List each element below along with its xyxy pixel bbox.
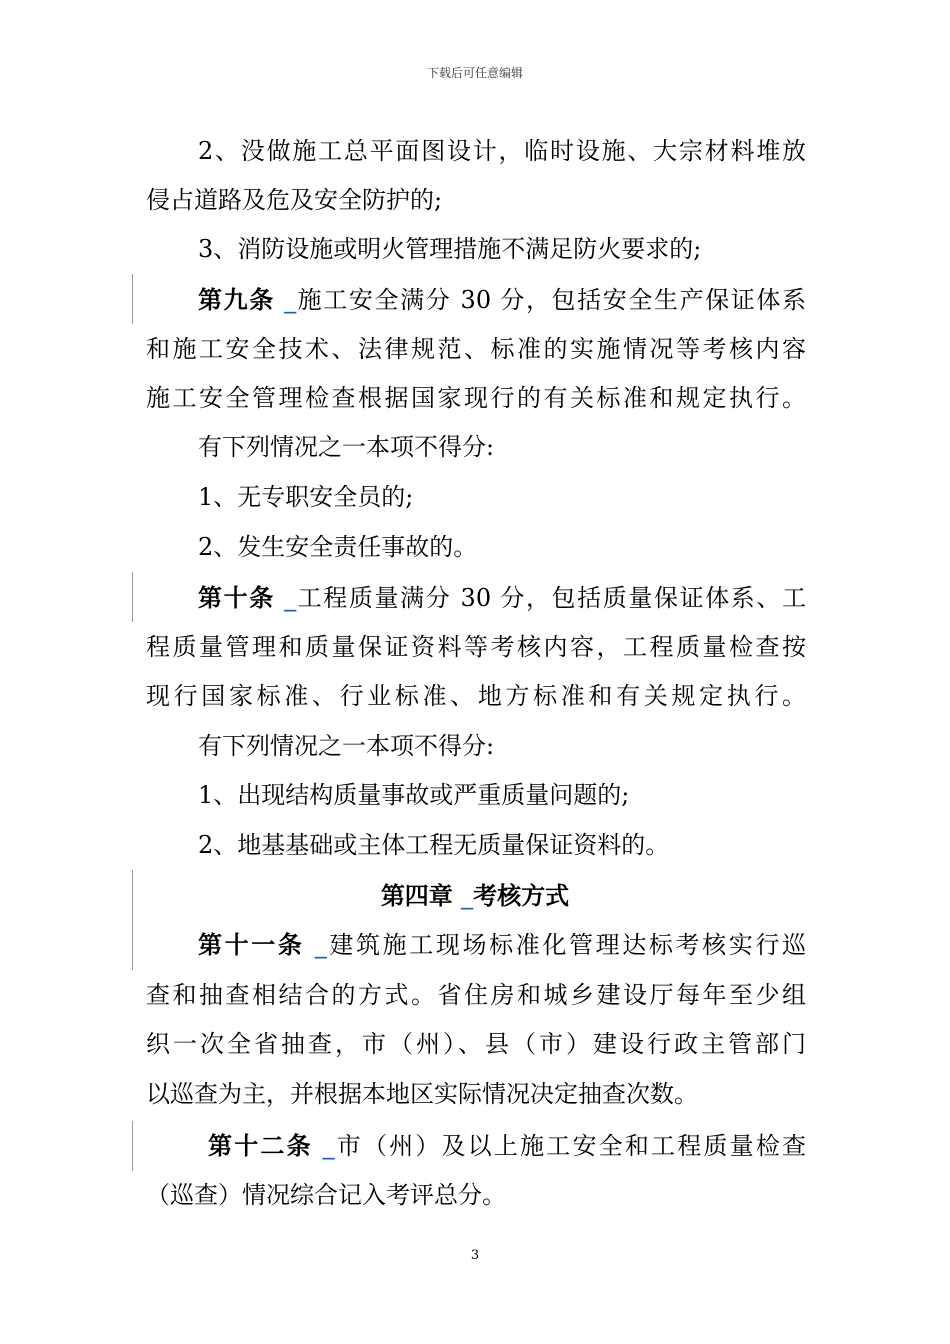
article-11-title: 第十一条 <box>198 931 305 959</box>
article-10-text: 工程质量满分 30 分，包括质量保证体系、工 <box>296 584 806 612</box>
text-line: 1、无专职安全员的; <box>198 483 414 511</box>
revision-marker: _ <box>461 882 474 910</box>
article-9-line <box>198 280 806 320</box>
text-line: 侵占道路及危及安全防护的; <box>146 186 443 214</box>
text-line: 现行国家标准、行业标准、地方标准和有关规定执行。 <box>146 682 806 710</box>
article-12-title: 第十二条 <box>208 1132 313 1160</box>
revision-margin-bar <box>132 572 133 622</box>
chapter-4-heading <box>0 876 950 916</box>
revision-marker: _ <box>284 584 297 612</box>
text-line: 有下列情况之一本项不得分: <box>198 433 495 461</box>
page-number: 3 <box>470 1248 480 1263</box>
text-line: 3、消防设施或明火管理措施不满足防火要求的; <box>198 235 702 263</box>
text-line: 和施工安全技术、法律规范、标准的实施情况等考核内容 <box>146 335 806 363</box>
article-10-line <box>198 578 806 618</box>
text-line: 以巡查为主，并根据本地区实际情况决定抽查次数。 <box>146 1080 698 1108</box>
text-line: 织一次全省抽查，市（州）、县（市）建设行政主管部门 <box>146 1030 806 1058</box>
article-11-text: 建筑施工现场标准化管理达标考核实行巡 <box>326 931 806 959</box>
revision-margin-bar <box>132 1121 133 1171</box>
chapter-4-title: 第四章 <box>380 882 453 910</box>
article-11-line <box>198 925 806 965</box>
text-line: 查和抽查相结合的方式。省住房和城乡建设厅每年至少组 <box>146 981 806 1009</box>
text-line: 2、地基基础或主体工程无质量保证资料的。 <box>198 831 670 859</box>
revision-marker: _ <box>322 1132 335 1160</box>
text-line: 2、没做施工总平面图设计，临时设施、大宗材料堆放 <box>198 137 806 165</box>
revision-marker: _ <box>314 931 327 959</box>
revision-margin-bar <box>132 274 133 324</box>
text-line: （巡查）情况综合记入考评总分。 <box>146 1181 506 1209</box>
text-line: 施工安全管理检查根据国家现行的有关标准和规定执行。 <box>146 384 806 412</box>
revision-margin-bar <box>132 920 133 970</box>
text-line: 1、出现结构质量事故或严重质量问题的; <box>198 781 630 809</box>
article-9-text: 施工安全满分 30 分，包括安全生产保证体系 <box>296 286 806 314</box>
article-10-title: 第十条 <box>198 584 275 612</box>
text-line: 有下列情况之一本项不得分: <box>198 732 495 760</box>
revision-marker: _ <box>284 286 297 314</box>
text-line: 程质量管理和质量保证资料等考核内容，工程质量检查按 <box>146 633 806 661</box>
text-line: 2、发生安全责任事故的。 <box>198 533 478 561</box>
chapter-4-text: 考核方式 <box>473 882 570 910</box>
article-12-line <box>208 1126 806 1166</box>
article-9-title: 第九条 <box>198 286 275 314</box>
article-12-text: 市（州）及以上施工安全和工程质量检查 <box>334 1132 806 1160</box>
page-header-note: 下载后可任意编辑 <box>426 66 523 80</box>
